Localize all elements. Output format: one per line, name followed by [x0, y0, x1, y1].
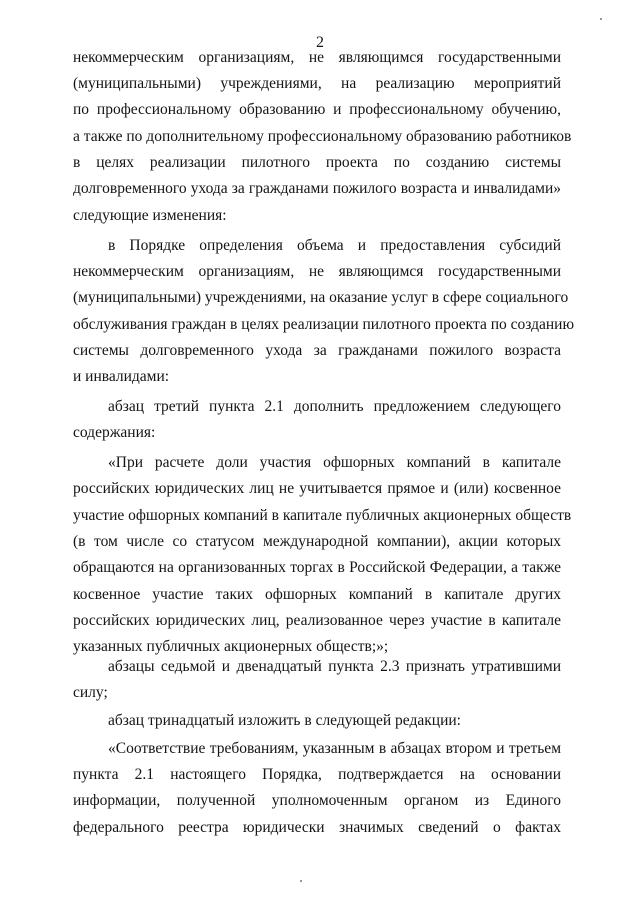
text-line: российских юридических лиц не учитывается прямое и (или) косвенное — [73, 480, 561, 497]
text-line: (муниципальными) учреждениями, на оказание услуг в сфере социального — [73, 289, 569, 306]
text-line: обслуживания граждан в целях реализации пилотного проекта по созданию — [73, 316, 575, 333]
text-line: некоммерческим организациям, не являющимся государственными — [73, 49, 561, 66]
text-line: по профессиональному образованию и профессиональному обучению, — [73, 101, 561, 118]
scan-speck — [300, 880, 302, 882]
text-line: а также по дополнительному профессиональному образованию работников — [73, 128, 572, 145]
text-line: федерального реестра юридически значимых сведений о фактах — [73, 819, 561, 836]
text-line: «При расчете доли участия офшорных компаний в капитале — [108, 454, 561, 471]
text-line: пункта 2.1 настоящего Порядка, подтверждается на основании — [73, 766, 561, 783]
text-line: косвенное участие таких офшорных компаний в капитале других — [73, 586, 561, 603]
text-line: указанных публичных акционерных обществ;»; — [73, 638, 389, 655]
scan-speck — [600, 18, 602, 20]
text-line: абзац тринадцатый изложить в следующей редакции: — [108, 712, 461, 729]
text-line: некоммерческим организациям, не являющимся государственными — [73, 263, 561, 280]
text-line: (в том числе со статусом международной компании), акции которых — [73, 533, 561, 550]
text-line: абзац третий пункта 2.1 дополнить предложением следующего — [108, 398, 561, 415]
page-number: 2 — [316, 34, 324, 51]
text-line: «Соответствие требованиям, указанным в абзацах втором и третьем — [108, 740, 561, 757]
text-line: (муниципальными) учреждениями, на реализацию мероприятий — [73, 75, 561, 92]
text-line: в Порядке определения объема и предоставления субсидий — [108, 237, 561, 254]
text-line: системы долговременного ухода за гражданами пожилого возраста — [73, 342, 561, 359]
text-line: обращаются на организованных торгах в Российской Федерации, а также — [73, 559, 561, 576]
text-line: абзацы седьмой и двенадцатый пункта 2.3 признать утратившими — [108, 658, 561, 675]
text-line: участие офшорных компаний в капитале публичных акционерных обществ — [73, 507, 572, 524]
text-line: и инвалидами: — [73, 368, 170, 385]
text-line: российских юридических лиц, реализованное через участие в капитале — [73, 612, 561, 629]
text-line: долговременного ухода за гражданами пожилого возраста и инвалидами» — [73, 180, 561, 197]
text-line: следующие изменения: — [73, 207, 227, 224]
text-line: информации, полученной уполномоченным органом из Единого — [73, 792, 561, 809]
text-line: силу; — [73, 684, 108, 701]
text-line: содержания: — [73, 424, 156, 441]
text-line: в целях реализации пилотного проекта по созданию системы — [73, 154, 561, 171]
